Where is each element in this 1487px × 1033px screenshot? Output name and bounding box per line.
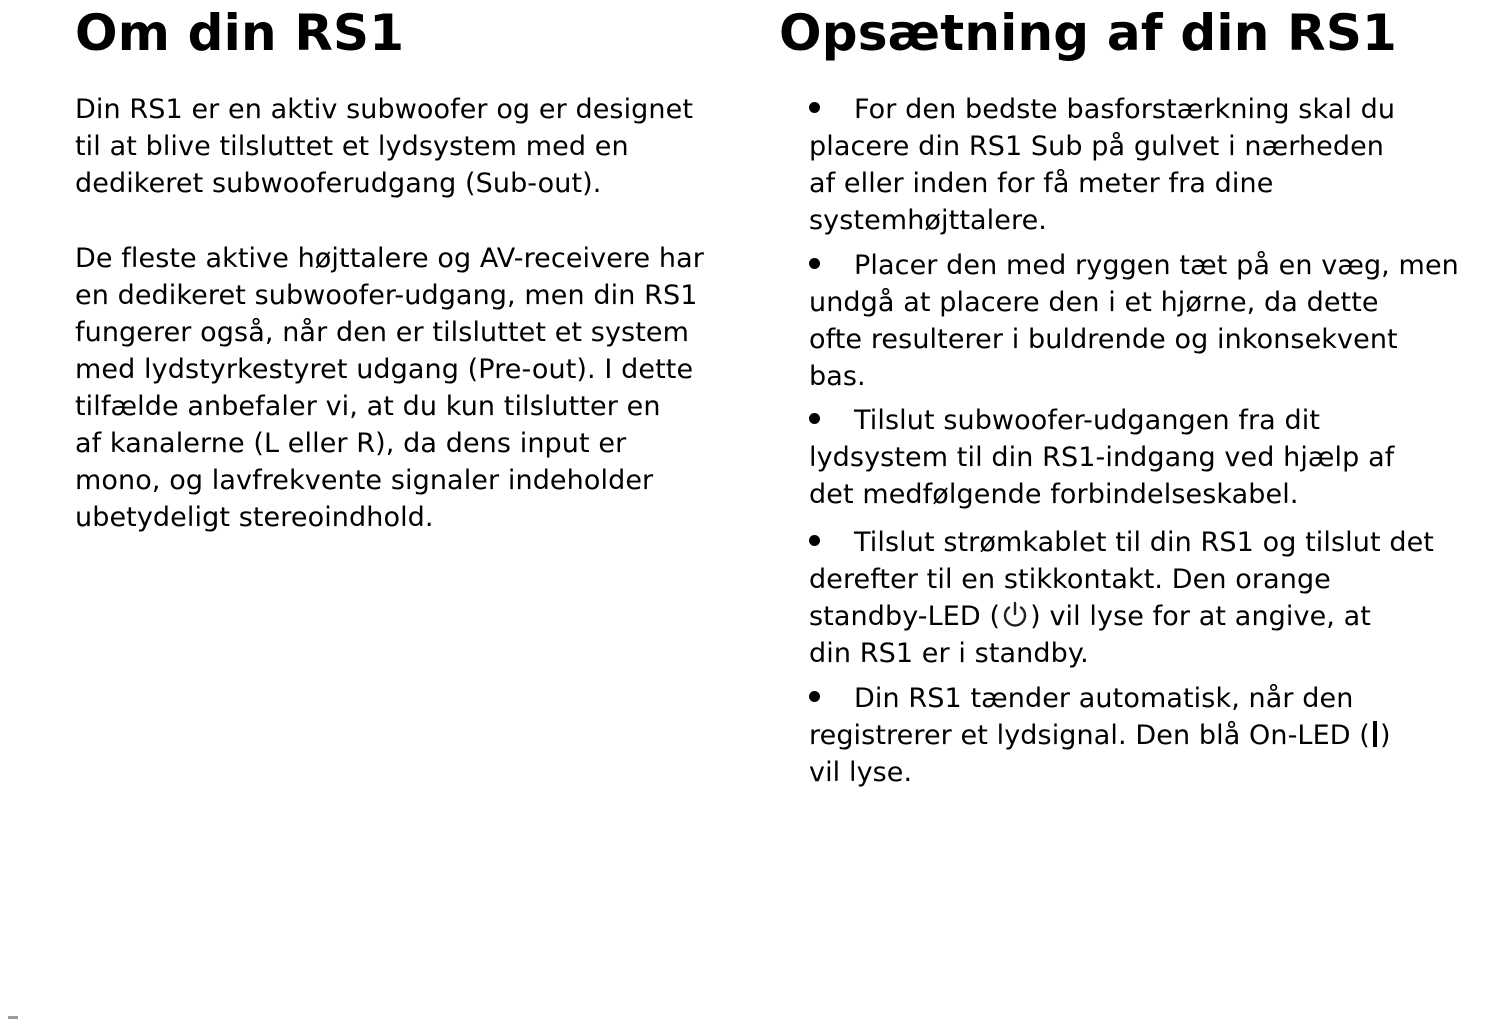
text-line: lydsystem til din RS1-indgang ved hjælp af	[809, 442, 1395, 473]
text-line: tilfælde anbefaler vi, at du kun tilslutter en	[75, 391, 661, 422]
text-fragment: )	[1379, 720, 1391, 751]
text-line: dedikeret subwooferudgang (Sub-out).	[75, 168, 602, 199]
setup-bullet-power	[809, 524, 1434, 672]
bullet-icon	[809, 691, 820, 702]
on-led-icon	[1373, 721, 1377, 747]
text-line	[809, 680, 1391, 717]
text-line	[809, 402, 1394, 439]
about-paragraph-2	[75, 240, 704, 536]
setup-bullet-connect	[809, 402, 1394, 513]
setup-bullet-auto-on	[809, 680, 1391, 791]
text-line: systemhøjttalere.	[809, 205, 1047, 236]
bullet-text: Tilslut subwoofer-udgangen fra dit	[854, 405, 1321, 436]
setup-bullet-wall	[809, 247, 1459, 395]
text-line: ubetydeligt stereoindhold.	[75, 502, 434, 533]
text-fragment: registrerer et lydsignal. Den blå On-LED (	[809, 720, 1370, 751]
bullet-icon	[809, 413, 820, 424]
about-heading: Om din RS1	[75, 4, 405, 62]
text-line: derefter til en stikkontakt. Den orange	[809, 564, 1331, 595]
text-line: til at blive tilsluttet et lydsystem med en	[75, 131, 629, 162]
text-line: fungerer også, når den er tilsluttet et system	[75, 317, 690, 348]
text-fragment: standby-LED (	[809, 601, 1001, 632]
bullet-icon	[809, 102, 820, 113]
text-line: undgå at placere den i et hjørne, da dette	[809, 287, 1379, 318]
bullet-text: Din RS1 tænder automatisk, når den	[854, 683, 1354, 714]
text-line: en dedikeret subwoofer-udgang, men din RS1	[75, 280, 698, 311]
text-line: bas.	[809, 361, 866, 392]
text-fragment: ) vil lyse for at angive, at	[1030, 601, 1371, 632]
bullet-text: Tilslut strømkablet til din RS1 og tilslut det	[854, 527, 1434, 558]
text-line: din RS1 er i standby.	[809, 638, 1089, 669]
text-line: placere din RS1 Sub på gulvet i nærheden	[809, 131, 1385, 162]
bullet-text: For den bedste basforstærkning skal du	[854, 94, 1396, 125]
text-line	[809, 717, 1391, 754]
text-line	[809, 91, 1395, 128]
text-line: mono, og lavfrekvente signaler indeholder	[75, 465, 654, 496]
text-line	[809, 524, 1434, 561]
about-paragraph-1	[75, 91, 693, 202]
page-corner-mark	[8, 1016, 18, 1019]
power-standby-icon	[1000, 600, 1030, 630]
setup-bullet-placement	[809, 91, 1395, 239]
bullet-icon	[809, 258, 820, 269]
text-line: med lydstyrkestyret udgang (Pre-out). I dette	[75, 354, 694, 385]
text-line	[809, 598, 1434, 635]
text-line: Din RS1 er en aktiv subwoofer og er designet	[75, 94, 694, 125]
bullet-text: Placer den med ryggen tæt på en væg, men	[854, 250, 1459, 281]
text-line: af eller inden for få meter fra dine	[809, 168, 1274, 199]
text-line: De fleste aktive højttalere og AV-receivere har	[75, 243, 704, 274]
setup-heading: Opsætning af din RS1	[779, 4, 1398, 62]
text-line: vil lyse.	[809, 757, 913, 788]
text-line: af kanalerne (L eller R), da dens input er	[75, 428, 627, 459]
text-line	[809, 247, 1459, 284]
text-line: ofte resulterer i buldrende og inkonsekvent	[809, 324, 1398, 355]
bullet-icon	[809, 535, 820, 546]
text-line: det medfølgende forbindelseskabel.	[809, 479, 1299, 510]
